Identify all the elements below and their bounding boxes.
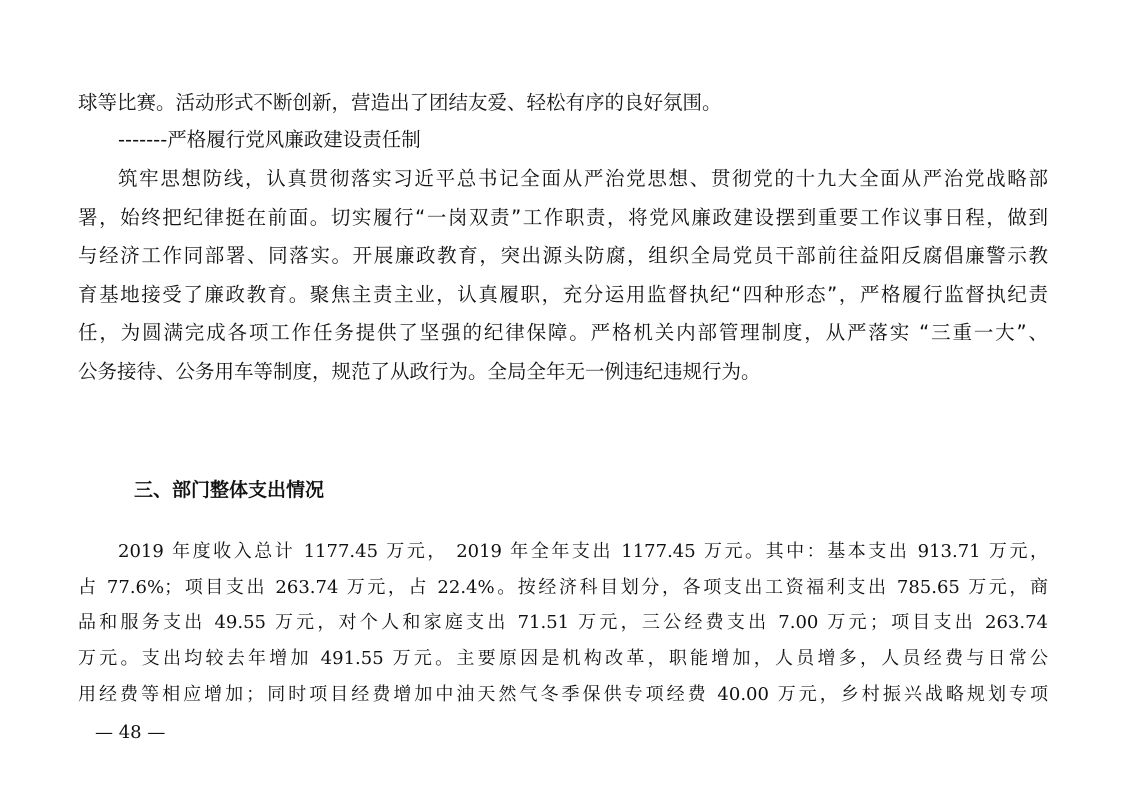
paragraph-line: 万元。支出均较去年增加 491.55 万元。主要原因是机构改革，职能增加，人员增多，人员经费与日常公 (78, 648, 1048, 669)
paragraph-line: 公务接待、公务用车等制度，规范了从政行为。全局全年无一例违纪违规行为。 (78, 360, 761, 383)
paragraph-line: 与经济工作同部署、同落实。开展廉政教育，突出源头防腐，组织全局党员干部前往益阳反腐倡廉警示教 (78, 244, 1048, 267)
paragraph-line: 任，为圆满完成各项工作任务提供了坚强的纪律保障。严格机关内部管理制度，从严落实 “三重一大”、 (78, 321, 1048, 344)
paragraph-line: 筑牢思想防线，认真贯彻落实习近平总书记全面从严治党思想、贯彻党的十九大全面从严治党战略部 (118, 167, 1048, 190)
paragraph-line: 品和服务支出 49.55 万元，对个人和家庭支出 71.51 万元，三公经费支出 7.00 万元；项目支出 263.74 (78, 612, 1048, 633)
intro-tail-line: 球等比赛。活动形式不断创新，营造出了团结友爱、轻松有序的良好氛围。 (78, 91, 722, 114)
paragraph-line: 育基地接受了廉政教育。聚焦主责主业，认真履职，充分运用监督执纪“四种形态”，严格履行监督执纪责 (78, 283, 1048, 306)
subheading: -------严格履行党风廉政建设责任制 (118, 128, 421, 151)
paragraph-line: 占 77.6%；项目支出 263.74 万元，占 22.4%。按经济科目划分，各项支出工资福利支出 785.65 万元，商 (78, 577, 1048, 598)
paragraph-line: 2019 年度收入总计 1177.45 万元， 2019 年全年支出 1177.45 万元。其中：基本支出 913.71 万元， (118, 541, 1048, 562)
section-heading: 三、部门整体支出情况 (134, 479, 325, 501)
paragraph-line: 署，始终把纪律挺在前面。切实履行“一岗双责”工作职责，将党风廉政建设摆到重要工作议事日程，做到 (78, 206, 1048, 229)
paragraph-line: 用经费等相应增加；同时项目经费增加中油天然气冬季保供专项经费 40.00 万元，乡村振兴战略规划专项 (78, 684, 1048, 705)
page-number: — 48 — (95, 722, 166, 743)
